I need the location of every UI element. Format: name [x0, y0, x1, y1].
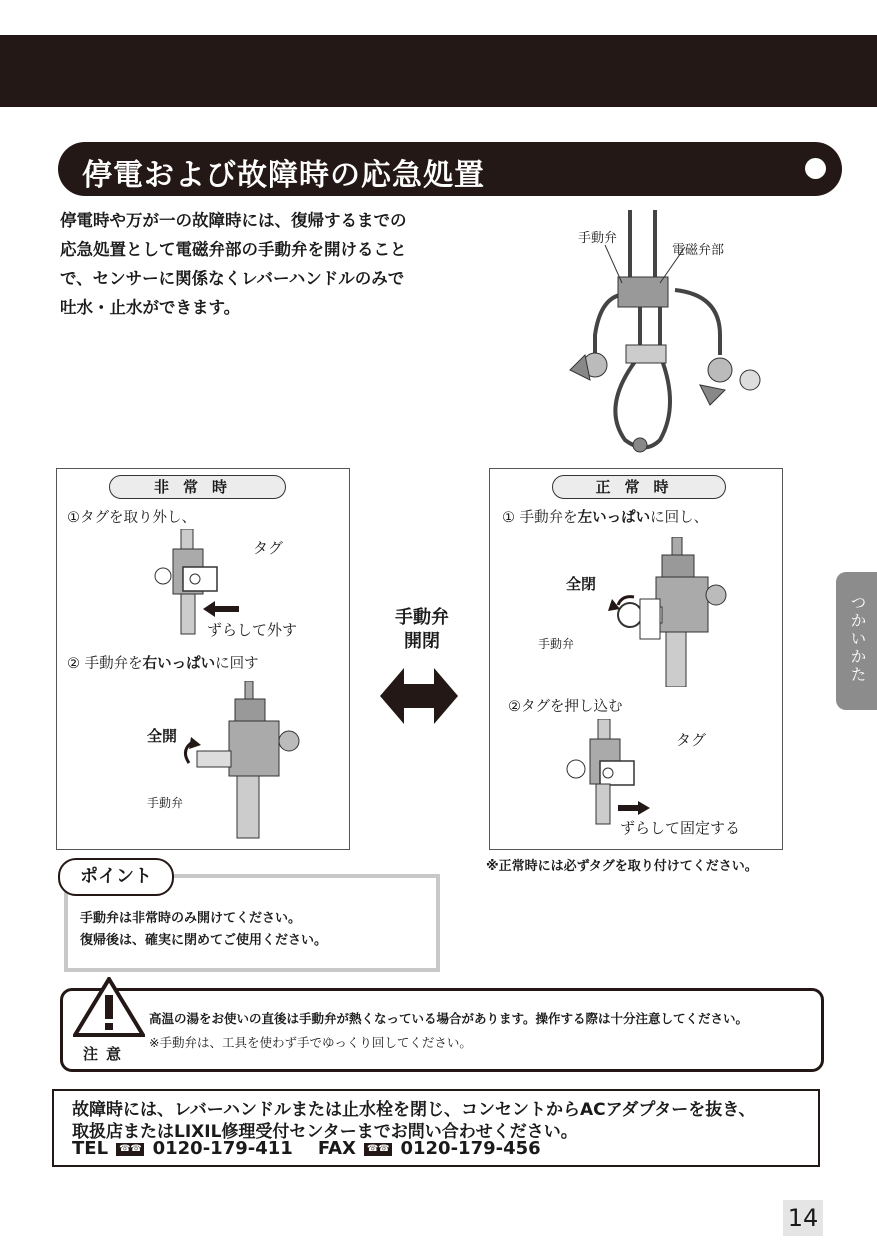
- section-tab-label: つかいかた: [848, 594, 867, 684]
- point-line: 復帰後は、確実に閉めてご使用ください。: [80, 933, 328, 948]
- double-arrow-icon: [380, 668, 458, 724]
- caution-line1: 高温の湯をお使いの直後は手動弁が熱くなっている場合があります。操作する際は十分注意してください。: [149, 1011, 749, 1026]
- center-line1: 手動弁: [395, 607, 449, 628]
- normal-heading: 正常時: [552, 475, 726, 499]
- normal-panel: [489, 468, 783, 850]
- normal-step2: ②タグを押し込む: [508, 699, 623, 715]
- point-text: [80, 908, 327, 952]
- tag-label: タグ: [676, 731, 707, 749]
- full-open-label: 全開: [147, 727, 178, 745]
- caution-box: [60, 988, 824, 1072]
- intro-text: [60, 206, 480, 322]
- emergency-panel: [56, 468, 350, 850]
- section-tab-usage[interactable]: [836, 572, 877, 710]
- step2-bold: 右いっぱい: [142, 656, 216, 672]
- intro-line: 応急処置として電磁弁部の手動弁を開けること: [60, 240, 407, 259]
- emergency-step1: ①タグを取り外し、: [67, 510, 196, 526]
- warning-triangle-icon: [73, 977, 145, 1039]
- title-dot-icon: [805, 158, 826, 179]
- point-tag: ポイント: [58, 858, 174, 896]
- step2-prefix: ② 手動弁を: [67, 656, 143, 672]
- manual-valve-caption: 手動弁: [147, 796, 184, 810]
- caution-line2: ※手動弁は、工具を使わず手でゆっくり回してください。: [149, 1035, 472, 1050]
- page-number: 14: [783, 1200, 823, 1236]
- slide-remove-label: ずらして外す: [207, 621, 298, 639]
- faucet-plumbing-diagram: [560, 205, 800, 455]
- manual-valve-open-close-label: [382, 606, 462, 654]
- page-title: 停電および故障時の応急処置: [82, 158, 485, 193]
- valve-close-illustration: [600, 537, 730, 687]
- valve-open-illustration: [177, 681, 307, 841]
- section-title-bar: [58, 142, 842, 196]
- arrow-right-icon: [618, 801, 650, 815]
- emergency-step2: [67, 652, 259, 673]
- center-line2: 開閉: [404, 631, 440, 652]
- contact-line1: 故障時には、レバーハンドルまたは止水栓を閉じ、コンセントからACアダプターを抜き、: [72, 1100, 756, 1120]
- intro-line: 吐水・止水ができます。: [60, 298, 241, 317]
- contact-box: [52, 1089, 820, 1167]
- full-close-label: 全閉: [566, 575, 597, 593]
- point-line: 手動弁は非常時のみ開けてください。: [80, 911, 302, 926]
- manual-valve-label: 手動弁: [578, 231, 618, 246]
- contact-line2: 取扱店またはLIXIL修理受付センターまでお問い合わせください。: [72, 1122, 578, 1142]
- arrow-left-icon: [203, 601, 239, 617]
- solenoid-valve-label: 電磁弁部: [672, 243, 725, 258]
- emergency-heading: 非常時: [109, 475, 286, 499]
- normal-step1: [502, 506, 708, 527]
- step1-bold: 左いっぱい: [577, 510, 651, 526]
- intro-line: で、センサーに関係なくレバーハンドルのみで: [60, 269, 405, 288]
- manual-valve-caption: 手動弁: [538, 637, 575, 651]
- step1-prefix: ① 手動弁を: [502, 510, 578, 526]
- fax-number: 0120-179-456: [400, 1138, 541, 1159]
- intro-line: 停電時や万が一の故障時には、復帰するまでの: [60, 211, 407, 230]
- step1-suffix: に回し、: [650, 510, 709, 526]
- tag-label: タグ: [253, 539, 284, 557]
- slide-fix-label: ずらして固定する: [620, 819, 741, 837]
- freedial-icon: ☎☎: [364, 1143, 392, 1156]
- contact-phone-row: [72, 1138, 541, 1159]
- tag-attach-note: ※正常時には必ずタグを取り付けてください。: [486, 859, 758, 874]
- top-header-bar: [0, 35, 877, 107]
- tel-label: TEL: [72, 1138, 109, 1159]
- step2-suffix: に回す: [215, 656, 259, 672]
- tel-number[interactable]: 0120-179-411: [152, 1138, 293, 1159]
- caution-label: 注意: [83, 1045, 130, 1063]
- freedial-icon: ☎☎: [116, 1143, 144, 1156]
- fax-label: FAX: [317, 1138, 356, 1159]
